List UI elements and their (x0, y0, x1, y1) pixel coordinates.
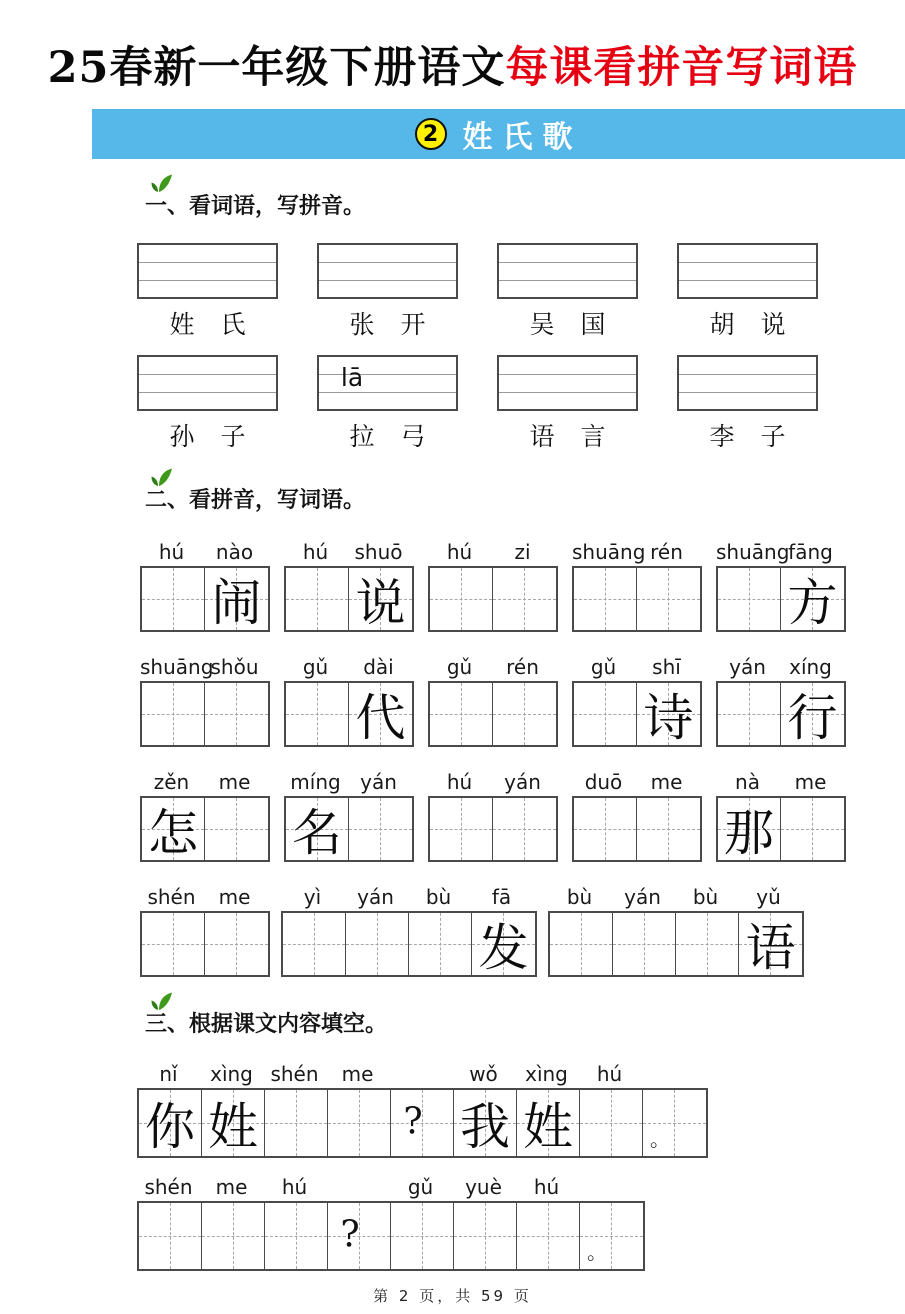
word-pinyin-item (677, 355, 818, 453)
writing-cell[interactable] (142, 683, 205, 745)
pinyin-row (140, 537, 270, 563)
writing-cell[interactable] (202, 1090, 265, 1156)
section-one-heading (145, 189, 905, 219)
pinyin-row (284, 652, 414, 678)
pinyin-syllable: nà (735, 770, 760, 794)
answer-char: 代 (355, 689, 406, 747)
pinyin-syllable: xíng (789, 655, 832, 679)
guide-line (139, 374, 276, 375)
word-group (428, 767, 558, 862)
word-group (140, 652, 270, 747)
pinyin-syllable: bù (692, 885, 719, 909)
word-label: 张 开 (349, 310, 426, 339)
word-group (716, 767, 846, 862)
pinyin-syllable: nǐ (159, 1062, 178, 1086)
word-group (716, 537, 846, 632)
guide-line (139, 262, 276, 263)
writing-cell[interactable] (454, 1203, 517, 1269)
fill-blank-row (137, 1172, 905, 1271)
pinyin-syllable: yán (624, 885, 661, 909)
title-course: 25春新一年级下册语文 (47, 43, 506, 93)
pinyin-writing-box[interactable] (497, 243, 638, 299)
answer-char: 那 (724, 804, 774, 862)
writing-cell[interactable] (493, 683, 556, 745)
writing-cell[interactable] (139, 1090, 202, 1156)
pinyin-writing-box[interactable] (317, 243, 458, 299)
writing-cell[interactable] (739, 913, 802, 975)
writing-cell[interactable] (472, 913, 535, 975)
writing-grid (716, 796, 846, 862)
pinyin-syllable: hú (596, 1062, 623, 1086)
pinyin-row (281, 882, 537, 908)
writing-cell[interactable] (676, 913, 739, 975)
writing-grid (572, 796, 702, 862)
pinyin-syllable: hú (281, 1175, 308, 1199)
writing-cell[interactable] (574, 683, 637, 745)
writing-cell[interactable] (349, 683, 412, 745)
pinyin-syllable: gǔ (590, 655, 617, 679)
word-label: 拉 弓 (349, 422, 426, 451)
pinyin-syllable: me (341, 1062, 374, 1086)
pinyin-syllable: bù (566, 885, 593, 909)
writing-cell[interactable] (574, 568, 637, 630)
pinyin-writing-box[interactable] (137, 355, 278, 411)
answer-char: 姓 (208, 1098, 258, 1156)
pinyin-syllable: hú (302, 540, 329, 564)
guide-line (139, 392, 276, 393)
guide-line (319, 374, 456, 375)
word-group (284, 537, 414, 632)
word-group (140, 882, 270, 977)
writing-cell[interactable] (517, 1090, 580, 1156)
pinyin-syllable: rén (506, 655, 539, 679)
answer-char: 诗 (643, 689, 694, 747)
writing-grid (140, 796, 270, 862)
pinyin-syllable: gǔ (302, 655, 329, 679)
word-group (284, 652, 414, 747)
writing-grid (428, 796, 558, 862)
guide-line (499, 374, 636, 375)
word-group (572, 767, 702, 862)
word-pinyin-item (497, 243, 638, 341)
writing-cell[interactable] (580, 1203, 643, 1269)
answer-char: 发 (478, 919, 529, 977)
writing-grid (716, 566, 846, 632)
writing-cell[interactable] (517, 1203, 580, 1269)
pinyin-row (428, 537, 558, 563)
pinyin-writing-box[interactable] (317, 355, 458, 411)
guide-line (319, 392, 456, 393)
sentence-group (137, 1172, 905, 1271)
writing-cell[interactable] (430, 683, 493, 745)
guide-line (319, 280, 456, 281)
pinyin-row (137, 1059, 905, 1085)
answer-char: 方 (787, 574, 838, 632)
writing-cell[interactable] (574, 798, 637, 860)
writing-cell[interactable] (637, 683, 700, 745)
writing-grid (428, 681, 558, 747)
writing-cell[interactable] (205, 798, 268, 860)
writing-cell[interactable] (205, 568, 268, 630)
writing-cell[interactable] (718, 683, 781, 745)
pinyin-row (572, 652, 702, 678)
word-label: 孙 子 (169, 422, 246, 451)
writing-grid (572, 681, 702, 747)
pinyin-syllable: xìng (210, 1062, 253, 1086)
pinyin-syllable: yán (729, 655, 766, 679)
word-row (137, 355, 818, 453)
pinyin-syllable: gǔ (407, 1175, 434, 1199)
answer-char: 闹 (211, 574, 262, 632)
writing-cell[interactable] (637, 568, 700, 630)
guide-line (499, 262, 636, 263)
writing-cell[interactable] (493, 798, 556, 860)
answer-char: 名 (292, 804, 342, 862)
section-three (0, 1007, 905, 1271)
word-label: 李 子 (709, 422, 786, 451)
pinyin-grid-row (140, 767, 905, 862)
pinyin-syllable: shuō (354, 540, 403, 564)
pinyin-row (572, 767, 702, 793)
writing-cell[interactable] (142, 913, 205, 975)
writing-cell[interactable] (781, 683, 844, 745)
section-one-heading-text: 一、看词语，写拼音。 (145, 194, 366, 219)
writing-cell[interactable] (328, 1203, 391, 1269)
writing-grid (428, 566, 558, 632)
pinyin-syllable: bù (425, 885, 452, 909)
pinyin-writing-box[interactable] (497, 355, 638, 411)
word-group (428, 652, 558, 747)
writing-cell[interactable] (613, 913, 676, 975)
section-three-heading-text: 三、根据课文内容填空。 (145, 1012, 388, 1037)
pinyin-grid-row (140, 652, 905, 747)
word-pinyin-item (137, 243, 278, 341)
pinyin-writing-box[interactable] (677, 243, 818, 299)
lesson-banner (92, 109, 905, 159)
pinyin-syllable: fāng (788, 540, 833, 564)
writing-cell[interactable] (205, 913, 268, 975)
writing-grid (140, 681, 270, 747)
pinyin-syllable: yán (504, 770, 541, 794)
pinyin-row (572, 537, 702, 563)
pinyin-syllable: míng (290, 770, 341, 794)
pinyin-writing-box[interactable] (137, 243, 278, 299)
writing-cell[interactable] (265, 1203, 328, 1269)
word-group (572, 537, 702, 632)
section-two-heading-text: 二、看拼音，写词语。 (145, 488, 366, 513)
pinyin-syllable: dài (363, 655, 394, 679)
page-title (0, 34, 905, 95)
section-two (0, 483, 905, 977)
writing-cell[interactable] (283, 913, 346, 975)
writing-cell[interactable] (781, 568, 844, 630)
section-one (0, 189, 905, 453)
pinyin-syllable: hú (533, 1175, 560, 1199)
guide-line (139, 280, 276, 281)
writing-cell[interactable] (430, 568, 493, 630)
pinyin-syllable: rén (650, 540, 683, 564)
pinyin-syllable: me (218, 770, 251, 794)
pinyin-syllable: me (650, 770, 683, 794)
pinyin-syllable: zěn (153, 770, 190, 794)
pinyin-syllable: me (794, 770, 827, 794)
writing-grid (572, 566, 702, 632)
writing-grid (140, 566, 270, 632)
answer-char: 怎 (148, 804, 198, 862)
writing-cell[interactable] (718, 568, 781, 630)
word-label: 胡 说 (709, 310, 786, 339)
answer-char: 我 (460, 1098, 510, 1156)
writing-grid (281, 911, 537, 977)
pinyin-syllable: yán (357, 885, 394, 909)
lesson-title: 姓氏歌 (462, 120, 583, 155)
writing-grid (716, 681, 846, 747)
writing-cell[interactable] (391, 1090, 454, 1156)
pinyin-syllable: yǔ (756, 885, 781, 909)
pinyin-syllable: shuāng (716, 540, 790, 564)
writing-grid (284, 681, 414, 747)
pinyin-syllable: hú (158, 540, 185, 564)
writing-cell[interactable] (205, 683, 268, 745)
pinyin-answer: lā (340, 363, 364, 392)
writing-cell[interactable] (349, 568, 412, 630)
writing-cell[interactable] (286, 568, 349, 630)
title-subtitle: 每课看拼音写词语 (505, 43, 858, 93)
writing-grid (284, 796, 414, 862)
pinyin-row (284, 537, 414, 563)
leaf-icon (150, 991, 177, 1017)
guide-line (499, 280, 636, 281)
answer-char: ? (403, 1101, 423, 1143)
pinyin-row (716, 537, 846, 563)
guide-line (319, 262, 456, 263)
pinyin-syllable: yì (303, 885, 322, 909)
lesson-number-badge: 2 (415, 118, 447, 150)
pinyin-row (284, 767, 414, 793)
answer-char: 你 (145, 1098, 195, 1156)
word-label: 吴 国 (529, 310, 606, 339)
writing-cell[interactable] (643, 1090, 706, 1156)
pinyin-grid-row (140, 882, 905, 977)
pinyin-syllable: zi (514, 540, 531, 564)
writing-cell[interactable] (493, 568, 556, 630)
word-pinyin-item (317, 355, 458, 453)
word-group (140, 767, 270, 862)
writing-cell[interactable] (580, 1090, 643, 1156)
word-pinyin-item (137, 355, 278, 453)
pinyin-syllable: shuāng (140, 655, 214, 679)
fill-blank-row (137, 1059, 905, 1158)
worksheet-page (0, 34, 905, 1306)
writing-cell[interactable] (142, 568, 205, 630)
writing-cell[interactable] (550, 913, 613, 975)
writing-cell[interactable] (781, 798, 844, 860)
writing-cell[interactable] (637, 798, 700, 860)
pinyin-row (716, 652, 846, 678)
pinyin-row (140, 767, 270, 793)
writing-cell[interactable] (328, 1090, 391, 1156)
pinyin-syllable: shén (144, 1175, 193, 1199)
guide-line (679, 262, 816, 263)
word-pinyin-item (497, 355, 638, 453)
answer-char: 语 (745, 919, 796, 977)
pinyin-syllable: duō (584, 770, 623, 794)
writing-cell[interactable] (286, 798, 349, 860)
word-group (716, 652, 846, 747)
pinyin-syllable: hú (446, 770, 473, 794)
section-two-heading (145, 483, 905, 513)
answer-char: 。 (587, 1240, 607, 1264)
pinyin-syllable: me (218, 885, 251, 909)
word-group (284, 767, 414, 862)
page-number: 第 2 页，共 59 页 (373, 1287, 532, 1305)
guide-line (499, 392, 636, 393)
writing-grid (137, 1088, 708, 1158)
pinyin-row (428, 652, 558, 678)
word-group (428, 537, 558, 632)
writing-cell[interactable] (454, 1090, 517, 1156)
pinyin-row (716, 767, 846, 793)
pinyin-syllable: me (215, 1175, 248, 1199)
writing-cell[interactable] (391, 1203, 454, 1269)
writing-cell[interactable] (430, 798, 493, 860)
writing-grid (548, 911, 804, 977)
answer-char: 。 (650, 1127, 670, 1151)
writing-cell[interactable] (142, 798, 205, 860)
pinyin-row (428, 767, 558, 793)
word-label: 语 言 (529, 422, 606, 451)
word-group (548, 882, 804, 977)
pinyin-syllable: xìng (525, 1062, 568, 1086)
pinyin-row (548, 882, 804, 908)
pinyin-syllable: shuāng (572, 540, 646, 564)
sentence-group (137, 1059, 905, 1158)
answer-char: ? (340, 1214, 360, 1256)
word-pinyin-item (317, 243, 458, 341)
pinyin-row (140, 882, 270, 908)
writing-cell[interactable] (265, 1090, 328, 1156)
guide-line (679, 280, 816, 281)
word-group (281, 882, 537, 977)
word-label: 姓 氏 (169, 310, 246, 339)
word-row (137, 243, 818, 341)
pinyin-syllable: gǔ (446, 655, 473, 679)
pinyin-row (140, 652, 270, 678)
pinyin-syllable: shǒu (210, 655, 259, 679)
writing-cell[interactable] (409, 913, 472, 975)
leaf-icon (150, 467, 177, 493)
writing-cell[interactable] (286, 683, 349, 745)
pinyin-syllable: shén (270, 1062, 319, 1086)
answer-char: 姓 (523, 1098, 573, 1156)
writing-grid (284, 566, 414, 632)
writing-cell[interactable] (202, 1203, 265, 1269)
pinyin-grid-row (140, 537, 905, 632)
pinyin-syllable: yán (360, 770, 397, 794)
pinyin-syllable: shī (652, 655, 681, 679)
pinyin-row (137, 1172, 905, 1198)
writing-cell[interactable] (718, 798, 781, 860)
answer-char: 说 (355, 574, 406, 632)
pinyin-syllable: yuè (465, 1175, 502, 1199)
guide-line (679, 374, 816, 375)
pinyin-syllable: nào (215, 540, 254, 564)
pinyin-syllable: shén (147, 885, 196, 909)
writing-cell[interactable] (346, 913, 409, 975)
guide-line (679, 392, 816, 393)
writing-grid (140, 911, 270, 977)
writing-cell[interactable] (349, 798, 412, 860)
pinyin-syllable: wǒ (469, 1062, 498, 1086)
answer-char: 行 (787, 689, 838, 747)
word-group (572, 652, 702, 747)
word-pinyin-item (677, 243, 818, 341)
word-group (140, 537, 270, 632)
pinyin-syllable: hú (446, 540, 473, 564)
writing-cell[interactable] (139, 1203, 202, 1269)
leaf-icon (150, 173, 177, 199)
writing-grid (137, 1201, 645, 1271)
section-three-heading (145, 1007, 905, 1037)
pinyin-syllable: fā (491, 885, 512, 909)
pinyin-writing-box[interactable] (677, 355, 818, 411)
